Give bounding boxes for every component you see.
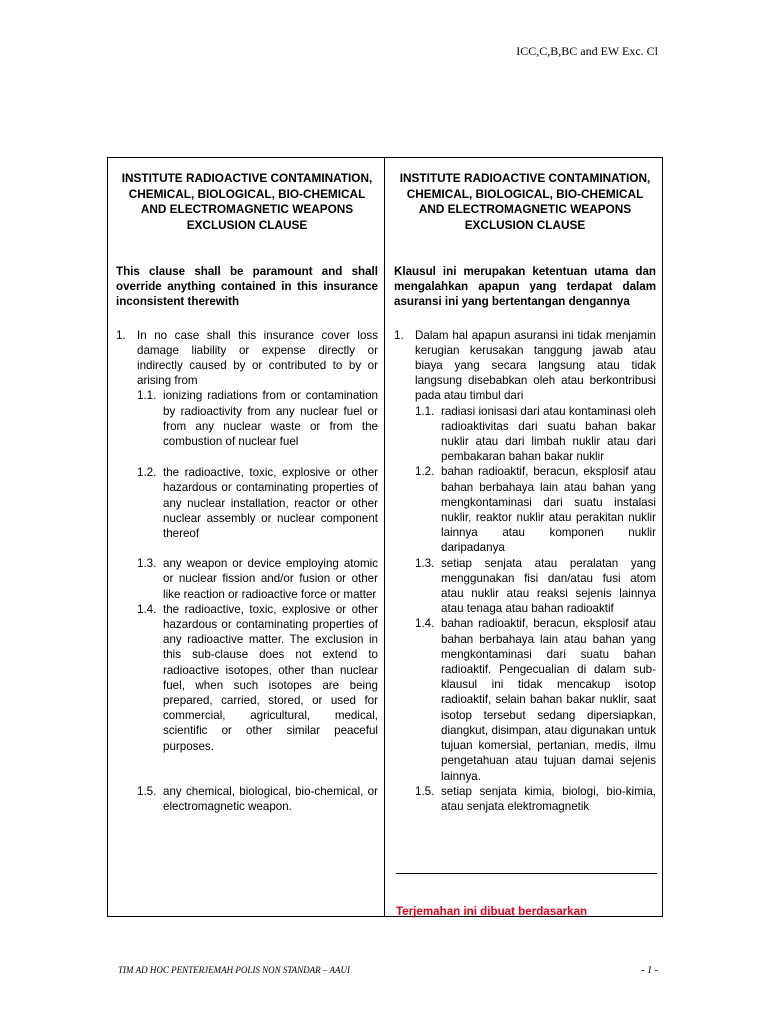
sub-number: 1.2. — [137, 466, 157, 480]
english-sub-1-1 — [137, 388, 378, 449]
clause-table — [107, 157, 663, 917]
english-column — [108, 158, 385, 916]
indonesian-sub-1-2 — [415, 464, 656, 555]
sub-number: 1.1. — [137, 389, 157, 403]
indonesian-column — [385, 158, 662, 916]
sub-text: any weapon or device employing atomic or nuclear fission and/or fusion or other like reaction or radioactive force or matter — [163, 557, 378, 601]
sub-number: 1.5. — [415, 784, 435, 798]
english-sub-1-4 — [137, 602, 378, 754]
sub-text: setiap senjata kimia, biologi, bio-kimia, atau senjata elektromagnetik — [441, 784, 656, 813]
indonesian-intro: Klausul ini merupakan ketentuan utama dan mengalahkan apapun yang terdapat dalam asuransi ini yang bertentangan dengannya — [394, 265, 656, 309]
item-number: 1. — [394, 328, 404, 342]
signature-divider — [396, 873, 657, 874]
sub-text: bahan radioaktif, beracun, eksplosif atau bahan berbahaya lain atau bahan yang mengkontaminasi dari suatu bahan radioaktif. Pengecualian di dalam sub-klausul ini tidak mencakup isotop radioaktif, selain bahan bakar nuklir, saat isotop tersebut sedang dipersiapkan, diangkut, disimpan, atau digunakan untuk tujuan komersial, pertanian, medis, ilmu pengetahuan atau tujuan damai sejenis lainnya. — [441, 617, 656, 783]
sub-text: the radioactive, toxic, explosive or other hazardous or contaminating properties of any nuclear installation, reactor or other nuclear assembly or nuclear component thereof — [163, 466, 378, 541]
english-intro: This clause shall be paramount and shall override anything contained in this insurance inconsistent therewith — [116, 265, 378, 309]
sub-number: 1.2. — [415, 465, 435, 479]
indonesian-title: INSTITUTE RADIOACTIVE CONTAMINATION, CHEMICAL, BIOLOGICAL, BIO-CHEMICAL AND ELECTROMAGNETIC WEAPONS EXCLUSION CLAUSE — [399, 171, 651, 232]
english-sub-1-3 — [137, 556, 378, 602]
sub-number: 1.4. — [415, 617, 435, 631]
footer-team: TIM AD HOC PENTERJEMAH POLIS NON STANDAR – AAUI — [118, 965, 350, 975]
item-number: 1. — [116, 328, 126, 342]
translation-note: Terjemahan ini dibuat berdasarkan — [396, 905, 588, 918]
document-reference: ICC,C,B,BC and EW Exc. Cl — [516, 44, 658, 58]
indonesian-sub-1-1 — [415, 404, 656, 465]
sub-text: any chemical, biological, bio-chemical, or electromagnetic weapon. — [163, 784, 378, 814]
indonesian-sub-1-5 — [415, 784, 656, 814]
sub-number: 1.3. — [137, 557, 157, 571]
english-sublist — [137, 388, 378, 814]
sub-number: 1.3. — [415, 556, 435, 570]
sub-text: radiasi ionisasi dari atau kontaminasi oleh radioaktivitas dari suatu bahan bakar nuklir atau dari limbah nuklir atau dari pembakaran bahan bakar nuklir — [441, 404, 656, 464]
indonesian-sub-1-3 — [415, 556, 656, 617]
sub-number: 1.4. — [137, 602, 157, 616]
item-text: Dalam hal apapun asuransi ini tidak menjamin kerugian kerusakan tanggung jawab atau biaya yang secara langsung atau tidak langsung disebabkan oleh atau berkontribusi pada atau timbul dari — [415, 328, 656, 403]
english-sub-1-2 — [137, 465, 378, 541]
sub-text: the radioactive, toxic, explosive or other hazardous or contaminating properties of any radioactive matter. The exclusion in this sub-clause does not extend to radioactive isotopes, other than nuclear fuel, when such isotopes are being prepared, carried, stored, or used for commercial, agricultural, medical, scientific or other similar peaceful purposes. — [163, 602, 378, 753]
item-text: In no case shall this insurance cover loss damage liability or expense directly or indirectly caused by or contributed to by or arising from — [137, 328, 378, 388]
sub-number: 1.5. — [137, 784, 157, 798]
indonesian-sub-1-4 — [415, 616, 656, 783]
sub-text: ionizing radiations from or contamination by radioactivity from any nuclear fuel or from any nuclear waste or from the combustion of nuclear fuel — [163, 389, 378, 449]
english-title: INSTITUTE RADIOACTIVE CONTAMINATION, CHEMICAL, BIOLOGICAL, BIO-CHEMICAL AND ELECTROMAGNETIC WEAPONS EXCLUSION CLAUSE — [121, 171, 373, 232]
english-sub-1-5 — [137, 784, 378, 814]
english-item-1 — [116, 328, 378, 815]
sub-number: 1.1. — [415, 404, 435, 418]
indonesian-item-1 — [394, 328, 656, 815]
page-number: - 1 - — [641, 965, 658, 976]
sub-text: bahan radioaktif, beracun, eksplosif atau bahan berbahaya lain atau bahan yang mengkontaminasi dari suatu instalasi nuklir, reaktor nuklir atau perakitan nuklir lainnya atau komponen nuklir daripadanya — [441, 465, 656, 555]
sub-text: setiap senjata atau peralatan yang menggunakan fisi dan/atau fusi atom atau nuklir atau reaksi sejenis lainnya atau tenaga atau bahan radioaktif — [441, 556, 656, 616]
indonesian-sublist — [415, 404, 656, 814]
